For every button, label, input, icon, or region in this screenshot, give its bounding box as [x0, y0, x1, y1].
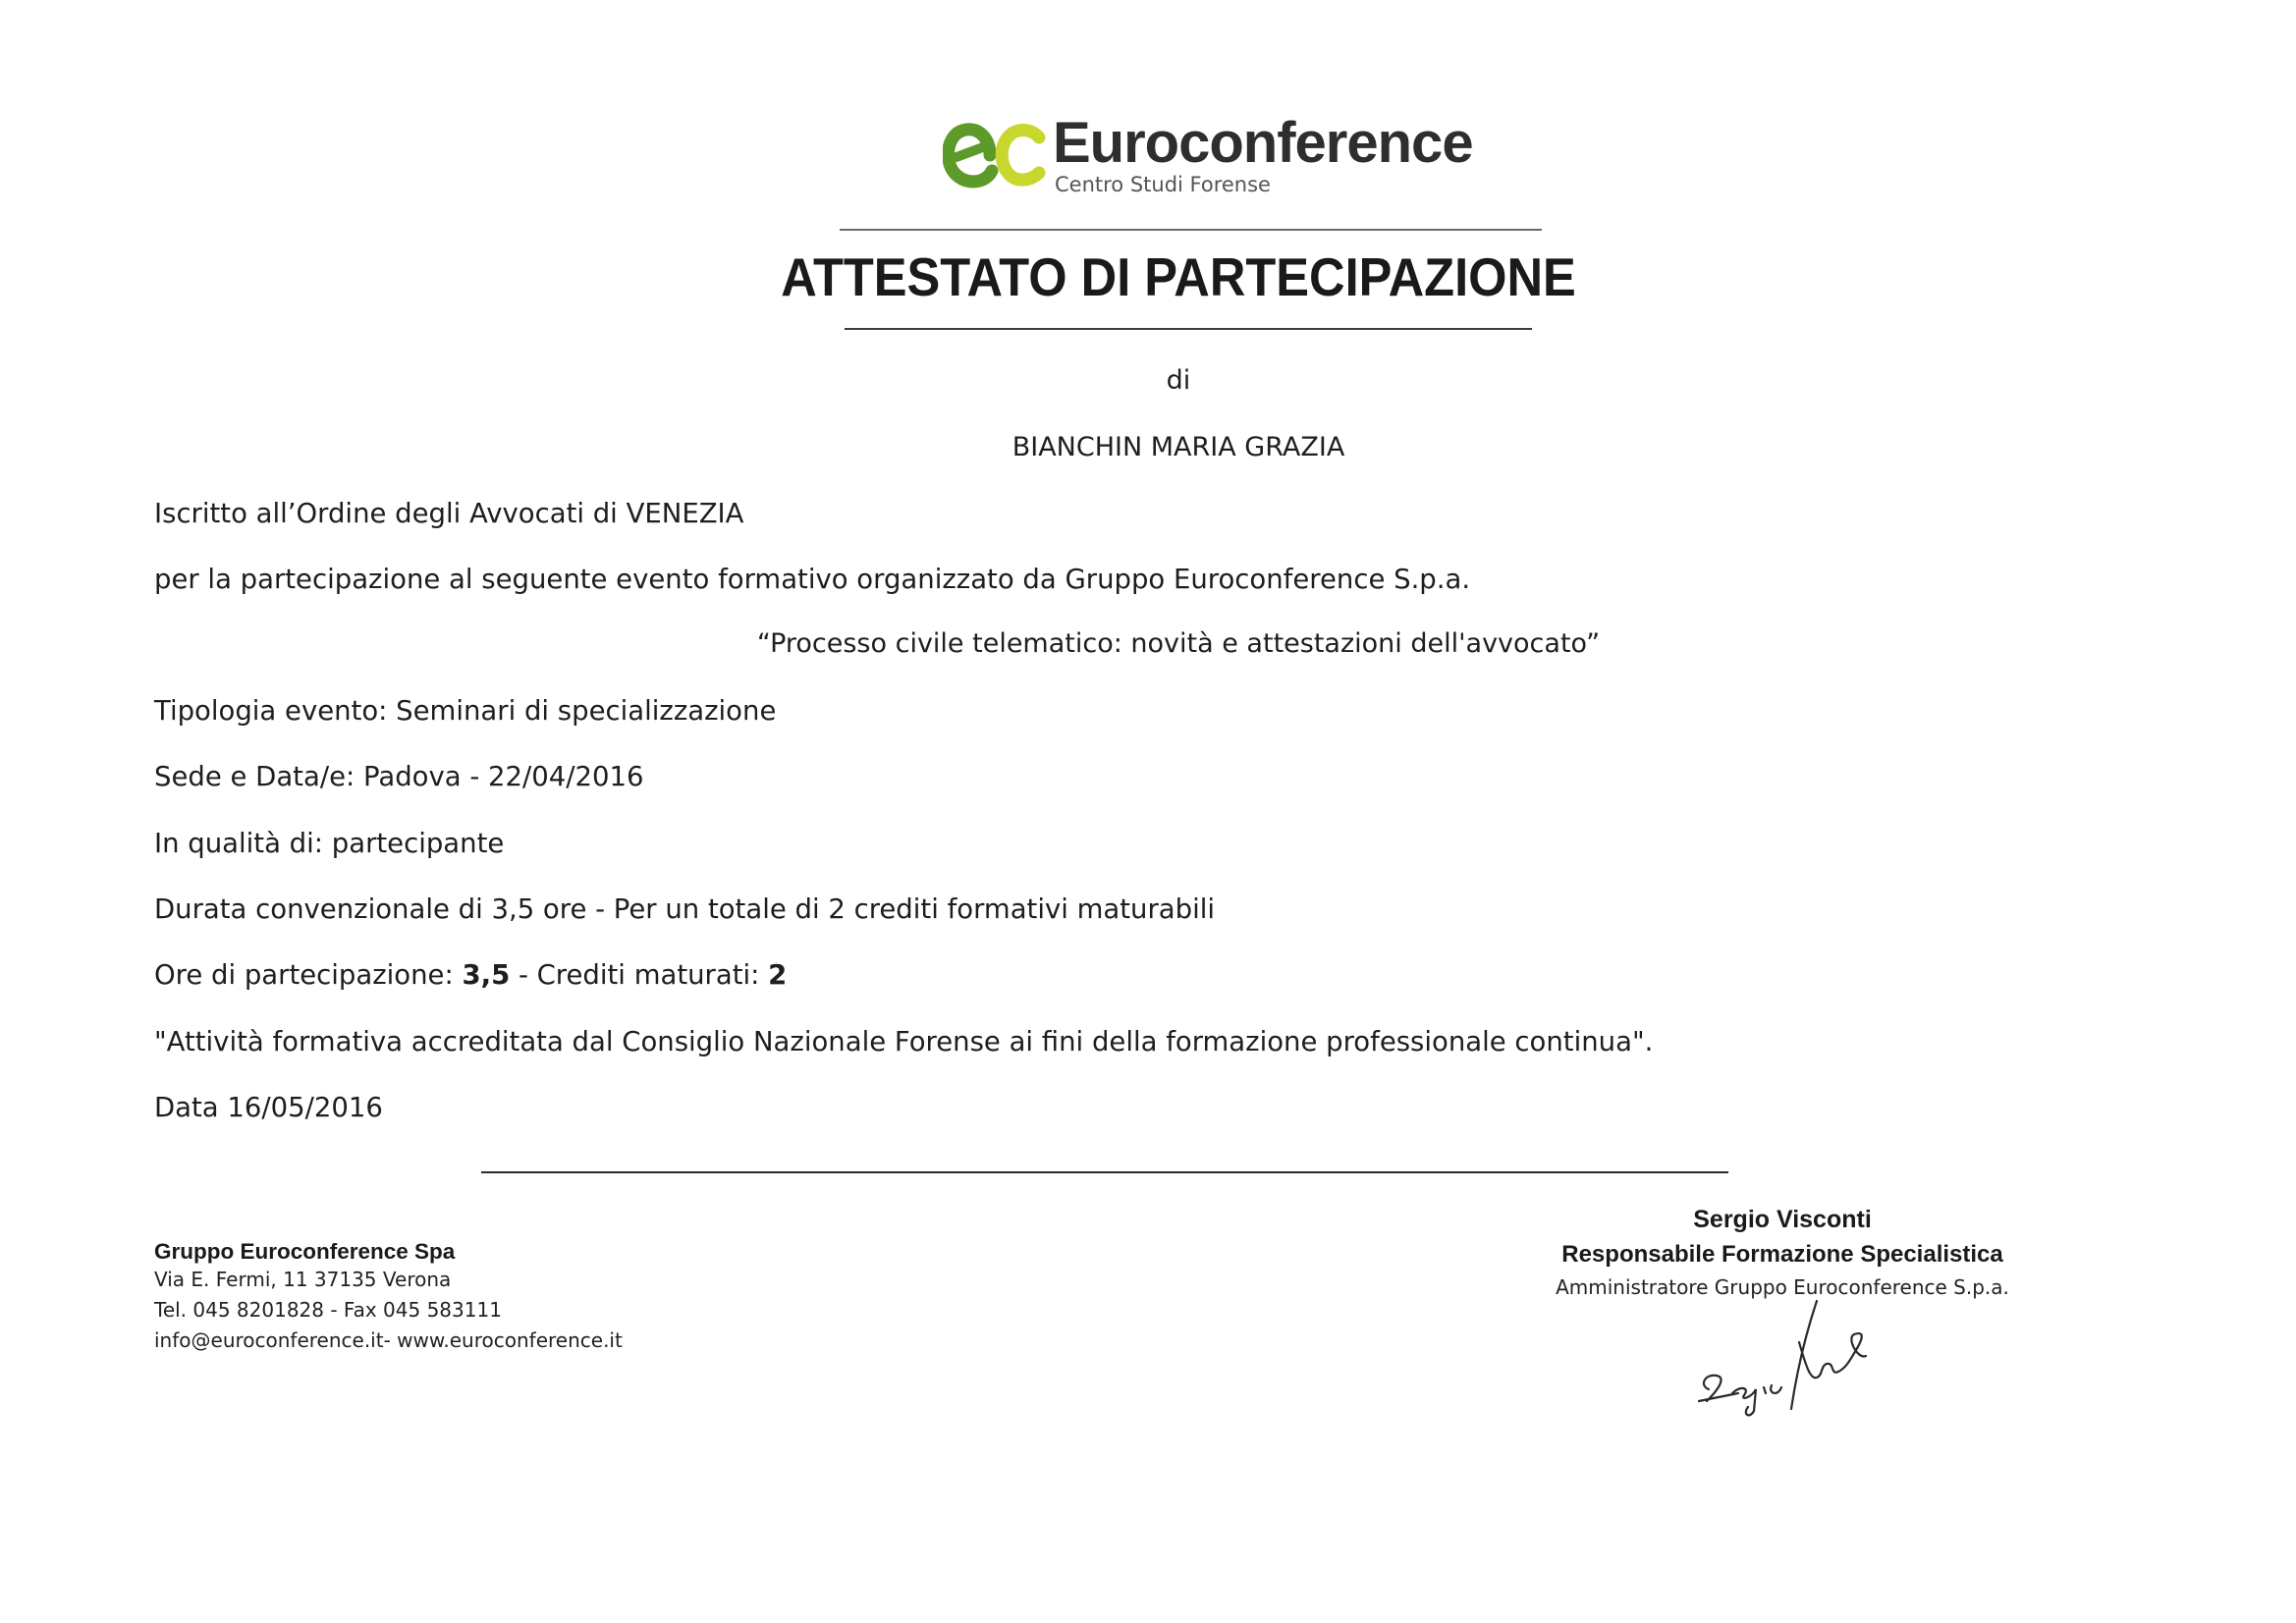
signer-name: Sergio Visconti — [1693, 1206, 1872, 1233]
duration-line: Durata convenzionale di 3,5 ore - Per un totale di 2 crediti formativi maturabili — [154, 893, 1216, 925]
event-type-line: Tipologia evento: Seminari di specializzazione — [154, 695, 777, 727]
participation-line: per la partecipazione al seguente evento formativo organizzato da Gruppo Euroconference S.p.a. — [154, 564, 1471, 595]
company-info — [154, 1239, 623, 1356]
signer-block — [1522, 1203, 2043, 1303]
event-title: “Processo civile telematico: novità e attestazioni dell'avvocato” — [756, 628, 1601, 659]
euroconference-logo-mark-icon — [943, 116, 1046, 194]
enrolled-line: Iscritto all’Ordine degli Avvocati di VENEZIA — [154, 498, 744, 529]
hours-value: 3,5 — [462, 959, 511, 991]
logo-name: Euroconference — [1053, 111, 1473, 175]
credits-label: - Crediti maturati: — [510, 959, 769, 991]
signer-organization: Amministratore Gruppo Euroconference S.p.a. — [1556, 1275, 2009, 1299]
hours-label: Ore di partecipazione: — [154, 959, 463, 991]
hours-credits-line — [154, 959, 787, 991]
company-phone-fax: Tel. 045 8201828 - Fax 045 583111 — [154, 1298, 502, 1322]
header-divider — [840, 229, 1542, 231]
accreditation-line: "Attività formativa accreditata dal Consiglio Nazionale Forense ai fini della formazione professionale continua". — [154, 1026, 1654, 1057]
credits-value: 2 — [768, 959, 788, 991]
company-name: Gruppo Euroconference Spa — [154, 1239, 456, 1264]
recipient-name: BIANCHIN MARIA GRAZIA — [1011, 432, 1345, 462]
di-label: di — [1166, 365, 1191, 396]
footer-divider — [481, 1171, 1728, 1173]
signer-role: Responsabile Formazione Specialistica — [1561, 1241, 2003, 1268]
issue-date-line: Data 16/05/2016 — [154, 1092, 383, 1123]
title-divider — [845, 328, 1532, 330]
company-address: Via E. Fermi, 11 37135 Verona — [154, 1268, 452, 1291]
euroconference-logo — [943, 110, 1473, 208]
company-contacts: info@euroconference.it- www.euroconference.it — [154, 1328, 623, 1352]
certificate-title: ATTESTATO DI PARTECIPAZIONE — [781, 246, 1576, 307]
place-date-line: Sede e Data/e: Padova - 22/04/2016 — [154, 761, 644, 792]
role-line: In qualità di: partecipante — [154, 828, 505, 859]
logo-subtitle: Centro Studi Forense — [1055, 173, 1271, 196]
handwritten-signature — [1669, 1291, 1905, 1419]
